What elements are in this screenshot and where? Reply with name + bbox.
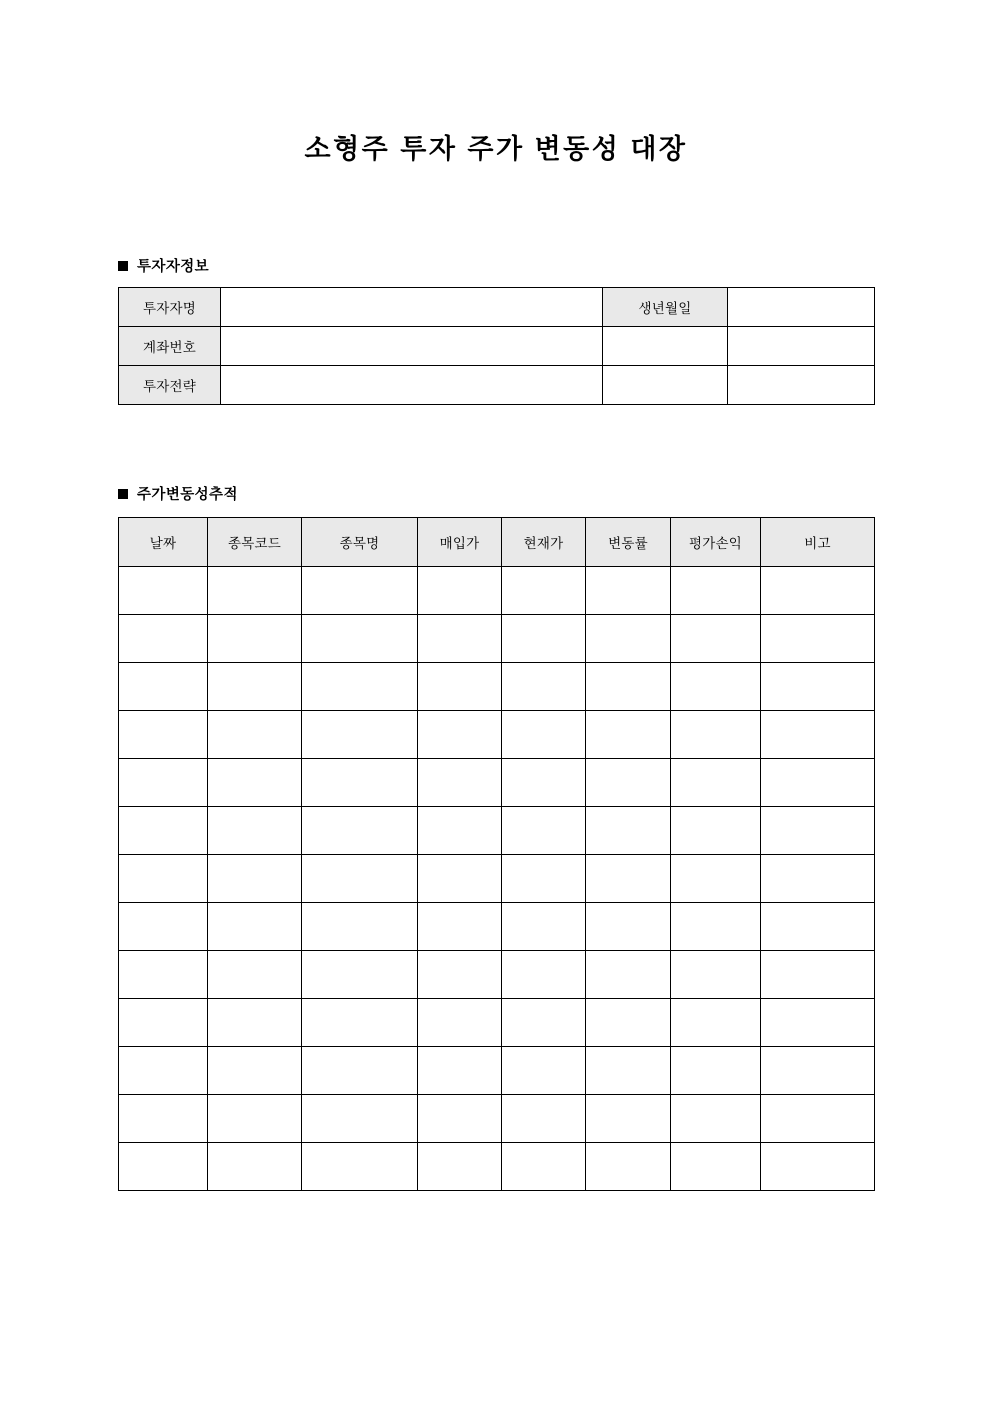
table-row [119,951,875,999]
table-row [119,567,875,615]
investor-row2-extra-value[interactable] [728,327,875,366]
table-cell[interactable] [119,1047,208,1095]
table-cell[interactable] [502,567,586,615]
table-row [119,999,875,1047]
table-cell[interactable] [586,1047,671,1095]
table-cell[interactable] [418,663,502,711]
table-cell[interactable] [761,567,875,615]
table-cell[interactable] [119,999,208,1047]
birthdate-label: 생년월일 [603,288,728,327]
table-cell[interactable] [586,567,671,615]
table-cell[interactable] [761,1047,875,1095]
column-header-stock-code: 종목코드 [208,518,302,567]
column-header-remarks: 비고 [761,518,875,567]
table-cell[interactable] [208,951,302,999]
table-cell[interactable] [418,759,502,807]
table-cell[interactable] [119,663,208,711]
table-cell[interactable] [761,615,875,663]
table-cell[interactable] [208,1047,302,1095]
table-cell[interactable] [586,663,671,711]
table-cell[interactable] [671,663,761,711]
table-cell[interactable] [302,855,418,903]
table-row [119,288,875,327]
investor-row2-extra-label[interactable] [603,327,728,366]
table-cell[interactable] [208,759,302,807]
table-cell[interactable] [208,567,302,615]
table-cell[interactable] [302,1095,418,1143]
table-cell[interactable] [119,1143,208,1191]
account-number-label: 계좌번호 [119,327,221,366]
table-cell[interactable] [586,807,671,855]
table-cell[interactable] [302,711,418,759]
table-cell[interactable] [671,615,761,663]
table-cell[interactable] [208,807,302,855]
table-cell[interactable] [418,615,502,663]
table-row [119,1143,875,1191]
table-cell[interactable] [418,999,502,1047]
table-cell[interactable] [671,567,761,615]
table-cell[interactable] [761,1143,875,1191]
table-cell[interactable] [586,759,671,807]
table-cell[interactable] [208,1143,302,1191]
table-cell[interactable] [502,903,586,951]
table-cell[interactable] [671,1143,761,1191]
table-cell[interactable] [302,1047,418,1095]
table-cell[interactable] [761,759,875,807]
table-cell[interactable] [671,903,761,951]
table-row [119,807,875,855]
table-cell[interactable] [302,615,418,663]
table-row [119,366,875,405]
table-cell[interactable] [208,1095,302,1143]
table-cell[interactable] [418,1143,502,1191]
volatility-tracking-table [118,517,875,1191]
table-cell[interactable] [586,1143,671,1191]
column-header-change-rate: 변동률 [586,518,671,567]
table-cell[interactable] [302,903,418,951]
table-cell[interactable] [761,663,875,711]
table-row [119,1047,875,1095]
table-cell[interactable] [761,711,875,759]
table-cell[interactable] [302,1143,418,1191]
table-cell[interactable] [502,759,586,807]
table-cell[interactable] [761,951,875,999]
table-cell[interactable] [502,615,586,663]
column-header-current-price: 현재가 [502,518,586,567]
table-cell[interactable] [302,567,418,615]
table-row [119,903,875,951]
table-cell[interactable] [586,951,671,999]
table-row [119,327,875,366]
table-cell[interactable] [502,663,586,711]
table-cell[interactable] [502,855,586,903]
investment-strategy-value[interactable] [221,366,603,405]
table-cell[interactable] [302,759,418,807]
table-cell[interactable] [119,711,208,759]
table-cell[interactable] [302,999,418,1047]
page-title: 소형주 투자 주가 변동성 대장 [304,134,688,164]
black-square-bullet-icon [118,489,128,499]
investor-info-table [118,287,875,405]
table-cell[interactable] [761,999,875,1047]
table-row [119,663,875,711]
table-cell[interactable] [418,855,502,903]
investor-name-value[interactable] [221,288,603,327]
table-cell[interactable] [671,999,761,1047]
birthdate-value[interactable] [728,288,875,327]
table-cell[interactable] [418,1095,502,1143]
table-cell[interactable] [502,951,586,999]
column-header-stock-name: 종목명 [302,518,418,567]
table-cell[interactable] [761,855,875,903]
table-cell[interactable] [586,615,671,663]
section-heading-label: 투자자정보 [137,259,210,275]
table-cell[interactable] [302,951,418,999]
table-cell[interactable] [586,903,671,951]
table-cell[interactable] [119,759,208,807]
table-cell[interactable] [502,1143,586,1191]
section-heading-label: 주가변동성추적 [137,487,238,503]
table-cell[interactable] [119,807,208,855]
investor-row3-extra-value[interactable] [728,366,875,405]
section-heading-volatility-tracking [118,483,238,504]
table-cell[interactable] [208,663,302,711]
table-cell[interactable] [119,615,208,663]
table-cell[interactable] [208,903,302,951]
column-header-date: 날짜 [119,518,208,567]
table-cell[interactable] [502,807,586,855]
table-row [119,615,875,663]
table-cell[interactable] [761,1095,875,1143]
table-cell[interactable] [418,711,502,759]
table-row [119,711,875,759]
table-cell[interactable] [208,999,302,1047]
table-row [119,1095,875,1143]
table-cell[interactable] [671,855,761,903]
table-cell[interactable] [302,663,418,711]
table-cell[interactable] [671,711,761,759]
table-cell[interactable] [418,951,502,999]
table-cell[interactable] [418,1047,502,1095]
table-cell[interactable] [502,711,586,759]
investor-name-label: 투자자명 [119,288,221,327]
section-heading-investor-info [118,255,209,276]
table-cell[interactable] [671,759,761,807]
table-cell[interactable] [119,903,208,951]
table-cell[interactable] [761,807,875,855]
table-header-row [119,518,875,567]
table-cell[interactable] [586,855,671,903]
table-cell[interactable] [208,855,302,903]
table-row [119,855,875,903]
account-number-value[interactable] [221,327,603,366]
table-cell[interactable] [502,1047,586,1095]
table-cell[interactable] [418,903,502,951]
column-header-purchase-price: 매입가 [418,518,502,567]
table-cell[interactable] [119,855,208,903]
black-square-bullet-icon [118,261,128,271]
table-cell[interactable] [502,1095,586,1143]
table-cell[interactable] [208,615,302,663]
table-cell[interactable] [119,567,208,615]
table-cell[interactable] [586,1095,671,1143]
table-cell[interactable] [208,711,302,759]
table-cell[interactable] [761,903,875,951]
table-cell[interactable] [671,1047,761,1095]
table-cell[interactable] [502,999,586,1047]
table-cell[interactable] [586,711,671,759]
table-cell[interactable] [671,951,761,999]
table-cell[interactable] [586,999,671,1047]
table-cell[interactable] [418,567,502,615]
table-cell[interactable] [671,1095,761,1143]
table-cell[interactable] [119,951,208,999]
table-cell[interactable] [302,807,418,855]
table-cell[interactable] [671,807,761,855]
table-row [119,759,875,807]
table-cell[interactable] [119,1095,208,1143]
table-cell[interactable] [418,807,502,855]
column-header-valuation-gain-loss: 평가손익 [671,518,761,567]
investor-row3-extra-label[interactable] [603,366,728,405]
investment-strategy-label: 투자전략 [119,366,221,405]
